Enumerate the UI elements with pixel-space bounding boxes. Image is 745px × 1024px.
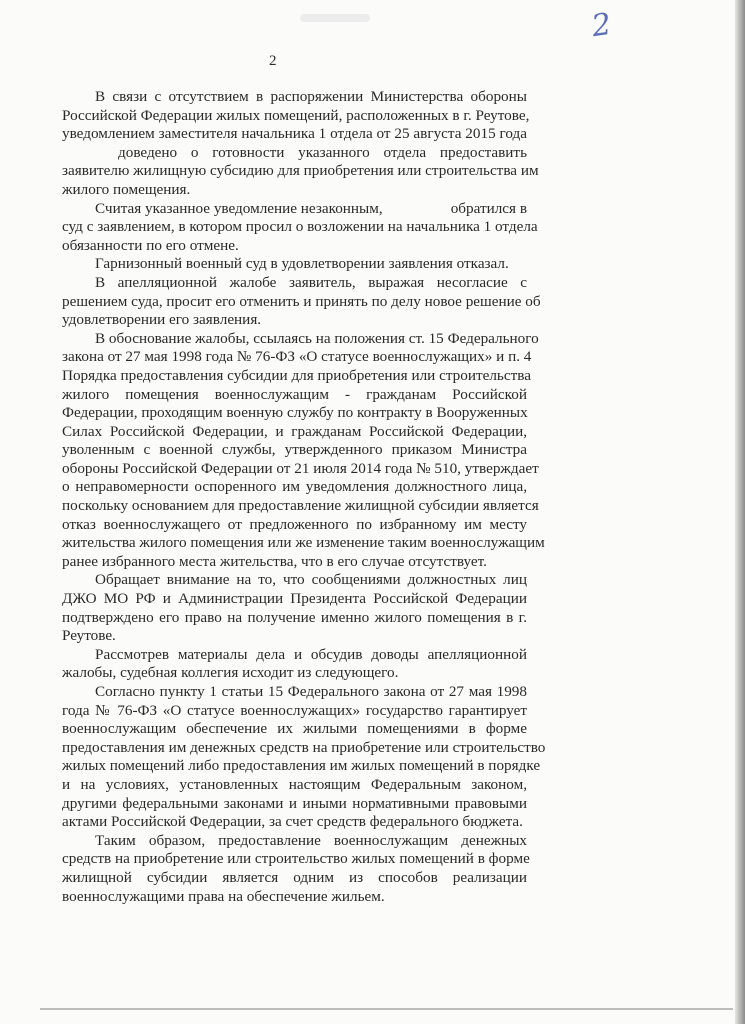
text-line: Гарнизонный военный суд в удовлетворении заявления отказал. [95, 255, 509, 273]
text-fragment: Считая указанное уведомление незаконным, [95, 199, 383, 217]
text-line: поскольку основанием для предоставление жилищной субсидии является [62, 497, 539, 515]
text-line: доведено о готовности указанного отдела предоставить [118, 143, 527, 161]
paragraph [62, 273, 541, 330]
paragraph [62, 683, 546, 832]
text-line: военнослужащим обеспечение их жилыми помещениями в форме [62, 720, 527, 738]
scan-bottom-line [40, 1008, 733, 1010]
paragraph [62, 255, 527, 274]
handwritten-page-mark: 2 [589, 6, 614, 45]
text-line: жилищной субсидии является одним из способов реализации [62, 868, 527, 886]
text-line: обязанности по его отмене. [62, 236, 239, 254]
paragraph [62, 646, 527, 683]
text-line: В обоснование жалобы, ссылаясь на положения ст. 15 Федерального [95, 329, 539, 347]
text-line: о неправомерности оспоренного им уведомления должностного лица, [62, 478, 527, 496]
paragraph [62, 88, 539, 200]
paragraph [62, 571, 527, 645]
text-line: предоставления им денежных средств на приобретение или строительство [62, 738, 546, 756]
paragraph [62, 199, 538, 256]
text-line: удовлетворении его заявления. [62, 311, 262, 329]
text-line: и на условиях, установленных настоящим Федеральным законом, [62, 775, 527, 793]
text-line: средств на приобретение или строительство жилых помещений в форме [62, 850, 530, 868]
text-fragment: обратился в [450, 199, 527, 217]
text-line: закона от 27 мая 1998 года № 76-ФЗ «О статусе военнослужащих» и п. 4 [62, 348, 532, 366]
text-line: ДЖО МО РФ и Администрации Президента Российской Федерации [62, 590, 527, 608]
text-line: Таким образом, предоставление военнослужащим денежных [95, 831, 527, 849]
text-line: уволенным с военной службы, утвержденного приказом Министра [62, 441, 527, 459]
text-line: подтверждено его право на получение именно жилого помещения в г. [62, 608, 527, 626]
text-line: Российской Федерации жилых помещений, расположенных в г. Реутове, [62, 106, 530, 124]
text-line: Порядка предоставления субсидии для приобретения или строительства [62, 366, 531, 384]
text-line: жилого помещения военнослужащим - гражданам Российской [62, 385, 527, 403]
text-line: суд с заявлением, в котором просил о возложении на начальника 1 отдела [62, 218, 538, 236]
text-line: жительства жилого помещения или же изменение таким военнослужащим [62, 534, 545, 552]
text-line: обороны Российской Федерации от 21 июля 2014 года № 510, утверждает [62, 459, 539, 477]
text-line: жалобы, судебная коллегия исходит из следующего. [62, 664, 399, 682]
text-line: Реутове. [62, 627, 116, 645]
text-line: Силах Российской Федерации, и гражданам Российской Федерации, [62, 422, 527, 440]
text-line: уведомлением заместителя начальника 1 отдела от 25 августа 2015 года [62, 125, 527, 143]
text-line: военнослужащими права на обеспечение жильем. [62, 887, 385, 905]
text-line: отказ военнослужащего от предложенного по избранному им месту [62, 515, 527, 533]
document-body [62, 88, 546, 906]
text-line: Федерации, проходящим военную службу по контракту в Вооруженных [62, 404, 528, 422]
scan-smudge [300, 14, 370, 22]
text-line: В апелляционной жалобе заявитель, выражая несогласие с [95, 273, 527, 291]
text-line: другими федеральными законами и иными нормативными правовыми [62, 794, 527, 812]
text-line: жилого помещения. [62, 180, 191, 198]
text-line [62, 200, 527, 219]
text-line: актами Российской Федерации, за счет средств федерального бюджета. [62, 813, 523, 831]
text-line: В связи с отсутствием в распоряжении Министерства обороны [95, 88, 527, 105]
page-number: 2 [269, 53, 277, 69]
text-line: Обращает внимание на то, что сообщениями должностных лиц [95, 571, 527, 589]
text-line: Согласно пункту 1 статьи 15 Федерального закона от 27 мая 1998 [95, 683, 527, 700]
text-line: решением суда, просит его отменить и принять по делу новое решение об [62, 292, 541, 310]
text-line: года № 76-ФЗ «О статусе военнослужащих» государство гарантирует [62, 701, 527, 719]
paragraph [62, 831, 530, 906]
text-line: ранее избранного места жительства, что в его случае отсутствует. [62, 552, 487, 570]
text-line: жилых помещений либо предоставления им жилых помещений в порядке [62, 757, 541, 775]
text-line: Рассмотрев материалы дела и обсудив доводы апелляционной [95, 645, 527, 663]
paragraph [62, 329, 545, 572]
text-line: заявителю жилищную субсидию для приобретения или строительства им [62, 162, 539, 180]
scan-edge [735, 0, 745, 1024]
